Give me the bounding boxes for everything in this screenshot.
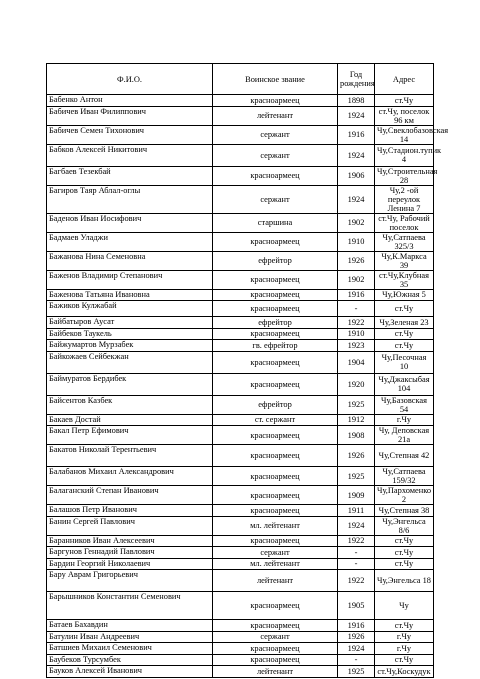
cell-rank: красноармеец [213,270,338,289]
cell-address: ст.Чу [375,620,434,632]
cell-address: г.Чу [375,631,434,643]
cell-year: 1924 [338,516,375,535]
cell-year: - [338,547,375,559]
cell-year: 1926 [338,251,375,270]
table-row [47,666,434,678]
cell-address: Чу,Сатпаева 325/3 [375,232,434,251]
table-row [47,558,434,570]
cell-rank: ефрейтор [213,251,338,270]
cell-fio: Байжумартов Мурзабек [47,340,213,352]
table-row [47,106,434,125]
cell-fio: Баженов Владимир Степанович [47,270,213,289]
cell-year: 1902 [338,270,375,289]
cell-rank: красноармеец [213,289,338,301]
cell-address: ст.Чу [375,301,434,317]
table-row [47,144,434,166]
cell-rank: красноармеец [213,467,338,486]
cell-address: Чу,Пархоменко 2 [375,486,434,505]
cell-fio: Байкожаев Сейбекжан [47,351,213,373]
cell-year: 1902 [338,213,375,232]
cell-year: 1922 [338,317,375,329]
cell-fio: Баранников Иван Алексеевич [47,535,213,547]
cell-year: 1910 [338,232,375,251]
cell-rank: сержант [213,125,338,144]
table-row [47,340,434,352]
cell-fio: Батулин Иван Андреевич [47,631,213,643]
cell-rank: гв. ефрейтор [213,340,338,352]
cell-address: Чу [375,592,434,620]
cell-rank: красноармеец [213,643,338,655]
table-row [47,547,434,559]
cell-address: Чу,Южная 5 [375,289,434,301]
table-row [47,270,434,289]
cell-address: Чу,Сатпаева 159/32 [375,467,434,486]
cell-rank: красноармеец [213,486,338,505]
table-row [47,185,434,213]
table-row [47,592,434,620]
cell-address: ст.Чу, поселок 96 км [375,106,434,125]
cell-fio: Бакал Петр Ефимович [47,426,213,445]
cell-rank: мл. лейтенант [213,516,338,535]
table-row [47,395,434,414]
cell-year: 1924 [338,144,375,166]
cell-fio: Баймуратов Бердибек [47,373,213,395]
cell-year: 1904 [338,351,375,373]
cell-address: ст.Чу [375,535,434,547]
cell-rank: лейтенант [213,570,338,592]
cell-fio: Батаев Бахавдин [47,620,213,632]
cell-address: Чу,Джаксыбая 104 [375,373,434,395]
cell-fio: Баубеков Турсумбек [47,654,213,666]
cell-year: 1925 [338,467,375,486]
cell-fio: Бабичев Семен Тихонович [47,125,213,144]
cell-year: 1920 [338,373,375,395]
table-row [47,654,434,666]
cell-rank: красноармеец [213,351,338,373]
cell-address: Чу,Свеклобазовская 14 [375,125,434,144]
cell-address: Чу, Деповская 21а [375,426,434,445]
table-row [47,301,434,317]
table-row [47,232,434,251]
cell-fio: Балабанов Михаил Александрович [47,467,213,486]
cell-fio: Бару Аврам Григорьевич [47,570,213,592]
cell-year: 1905 [338,592,375,620]
table-row [47,620,434,632]
cell-rank: сержант [213,185,338,213]
roster-body [47,95,449,678]
cell-year: 1924 [338,185,375,213]
cell-fio: Балашов Петр Иванович [47,505,213,517]
cell-address: Чу,Энгельса 8/6 [375,516,434,535]
cell-year: 1922 [338,570,375,592]
cell-address: Чу,Стадион.тупик 4 [375,144,434,166]
cell-year: 1916 [338,125,375,144]
cell-rank: красноармеец [213,328,338,340]
cell-rank: красноармеец [213,373,338,395]
cell-rank: ефрейтор [213,395,338,414]
cell-rank: старшина [213,213,338,232]
table-row [47,317,434,329]
cell-rank: красноармеец [213,592,338,620]
cell-year: 1908 [338,426,375,445]
table-row [47,505,434,517]
cell-fio: Багбаев Тезекбай [47,166,213,185]
cell-year: 1925 [338,395,375,414]
header-fio: Ф.И.О. [47,64,213,95]
cell-fio: Баденов Иван Иосифович [47,213,213,232]
cell-rank: красноармеец [213,654,338,666]
table-row [47,373,434,395]
cell-address: ст.Чу [375,654,434,666]
cell-rank: красноармеец [213,232,338,251]
cell-rank: лейтенант [213,106,338,125]
cell-fio: Байбеков Таукель [47,328,213,340]
cell-year: 1926 [338,631,375,643]
cell-year: 1906 [338,166,375,185]
cell-year: 1916 [338,620,375,632]
cell-address: ст.Чу [375,340,434,352]
cell-address: ст.Чу [375,95,434,107]
cell-address: ст.Чу [375,558,434,570]
cell-fio: Бадмаев Уладжи [47,232,213,251]
cell-address: Чу,Базовская 54 [375,395,434,414]
header-row [47,64,434,95]
cell-address: Чу,К.Маркса 39 [375,251,434,270]
cell-fio: Бардин Георгий Николаевич [47,558,213,570]
table-row [47,125,434,144]
cell-rank: сержант [213,631,338,643]
cell-address: Чу,Энгельса 18 [375,570,434,592]
cell-year: - [338,654,375,666]
table-row [47,414,434,426]
cell-rank: красноармеец [213,166,338,185]
cell-fio: Барышников Константин Семенович [47,592,213,620]
cell-address: ст.Чу,Клубная 35 [375,270,434,289]
roster-table [46,63,449,678]
cell-fio: Бауков Алексей Иванович [47,666,213,678]
cell-rank: красноармеец [213,95,338,107]
cell-address: ст.Чу [375,328,434,340]
cell-rank: ефрейтор [213,317,338,329]
cell-year: 1924 [338,643,375,655]
table-row [47,516,434,535]
cell-rank: сержант [213,547,338,559]
cell-fio: Бакатов Николай Терентьевич [47,445,213,467]
table-row [47,351,434,373]
table-row [47,328,434,340]
table-row [47,467,434,486]
table-row [47,643,434,655]
cell-address: г.Чу [375,643,434,655]
cell-fio: Бажанова Нина Семеновна [47,251,213,270]
header-year: Год рождения [338,64,375,95]
table-row [47,426,434,445]
cell-address: Чу,Степная 38 [375,505,434,517]
table-row [47,213,434,232]
cell-address: ст.Чу, Рабочий поселок [375,213,434,232]
cell-fio: Байсентов Казбек [47,395,213,414]
table-row [47,95,434,107]
cell-year: 1909 [338,486,375,505]
cell-fio: Бабков Алексей Никитович [47,144,213,166]
cell-address: Чу,Песочная 10 [375,351,434,373]
cell-rank: красноармеец [213,535,338,547]
cell-fio: Баженова Татьяна Ивановна [47,289,213,301]
cell-fio: Банин Сергей Павлович [47,516,213,535]
cell-year: 1925 [338,666,375,678]
cell-rank: красноармеец [213,620,338,632]
cell-fio: Батшиев Михаил Семенович [47,643,213,655]
table-row [47,631,434,643]
cell-rank: ст. сержант [213,414,338,426]
cell-address: ст.Чу,Коскудук [375,666,434,678]
table-row [47,166,434,185]
cell-rank: красноармеец [213,301,338,317]
table-row [47,445,434,467]
cell-fio: Бабенко Антон [47,95,213,107]
cell-year: 1898 [338,95,375,107]
cell-rank: красноармеец [213,426,338,445]
cell-year: 1926 [338,445,375,467]
cell-year: 1922 [338,535,375,547]
cell-address: Чу,2 -ой переулок Ленина 7 [375,185,434,213]
cell-fio: Бакаев Достай [47,414,213,426]
table-row [47,486,434,505]
cell-year: 1910 [338,328,375,340]
cell-fio: Багиров Таяр Аблал-оглы [47,185,213,213]
cell-fio: Бажиков Кулжабай [47,301,213,317]
table-row [47,570,434,592]
cell-year: 1923 [338,340,375,352]
cell-year: - [338,301,375,317]
cell-address: г.Чу [375,414,434,426]
cell-year: 1916 [338,289,375,301]
cell-year: 1911 [338,505,375,517]
cell-address: ст.Чу [375,547,434,559]
cell-rank: мл. лейтенант [213,558,338,570]
cell-rank: сержант [213,144,338,166]
cell-address: Чу,Зеленая 23 [375,317,434,329]
cell-fio: Байбатыров Аусат [47,317,213,329]
cell-address: Чу,Степная 42 [375,445,434,467]
header-address: Адрес [375,64,434,95]
cell-rank: красноармеец [213,445,338,467]
cell-rank: красноармеец [213,505,338,517]
cell-address: Чу,Строительная 28 [375,166,434,185]
table-row [47,289,434,301]
cell-year: - [338,558,375,570]
cell-year: 1924 [338,106,375,125]
cell-fio: Бабичев Иван Филиппович [47,106,213,125]
table-row [47,535,434,547]
cell-fio: Баргунов Геннадий Павлович [47,547,213,559]
cell-year: 1912 [338,414,375,426]
table-row [47,251,434,270]
cell-fio: Балаганский Степан Иванович [47,486,213,505]
cell-rank: лейтенант [213,666,338,678]
header-rank: Воинское звание [213,64,338,95]
